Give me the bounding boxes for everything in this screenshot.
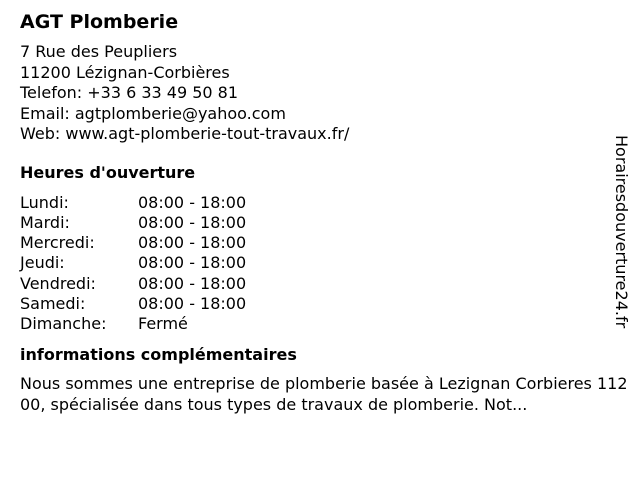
- hours-row: [20, 193, 246, 213]
- hours-value: 08:00 - 18:00: [138, 233, 247, 253]
- business-name: AGT Plomberie: [20, 11, 179, 33]
- address-block: [20, 42, 620, 145]
- hours-row: [20, 253, 246, 273]
- email-line: Email: agtplomberie@yahoo.com: [20, 103, 286, 123]
- hours-row: [20, 213, 246, 233]
- hours-value: 08:00 - 18:00: [138, 253, 247, 273]
- day-label: Vendredi:: [20, 273, 96, 293]
- hours-row: [20, 274, 246, 294]
- street-address: 7 Rue des Peupliers: [20, 42, 178, 61]
- day-label: Lundi:: [20, 192, 69, 212]
- day-label: Mercredi:: [20, 233, 95, 253]
- hours-row: [20, 294, 246, 314]
- phone-line: Telefon: +33 6 33 49 50 81: [20, 83, 239, 102]
- postal-city: 11200 Lézignan-Corbières: [20, 62, 230, 82]
- business-description: Nous sommes une entreprise de plomberie basée à Lezignan Corbieres 11200, spécialisée dans tous types de travaux de plomberie. Not...: [20, 373, 628, 414]
- additional-info-heading: informations complémentaires: [20, 344, 297, 364]
- day-label: Jeudi:: [20, 253, 65, 273]
- day-label: Dimanche:: [20, 314, 107, 334]
- hours-value: 08:00 - 18:00: [138, 273, 247, 293]
- hours-value: Fermé: [138, 314, 188, 334]
- opening-hours-table: [20, 193, 246, 335]
- hours-row: [20, 233, 246, 253]
- hours-value: 08:00 - 18:00: [138, 212, 247, 232]
- hours-value: 08:00 - 18:00: [138, 192, 247, 212]
- day-label: Mardi:: [20, 212, 70, 232]
- hours-row: [20, 314, 246, 334]
- website-line: Web: www.agt-plomberie-tout-travaux.fr/: [20, 124, 350, 143]
- watermark-text: Horairesdouverture24.fr: [612, 135, 631, 329]
- day-label: Samedi:: [20, 293, 86, 313]
- opening-hours-heading: Heures d'ouverture: [20, 162, 196, 182]
- hours-value: 08:00 - 18:00: [138, 293, 247, 313]
